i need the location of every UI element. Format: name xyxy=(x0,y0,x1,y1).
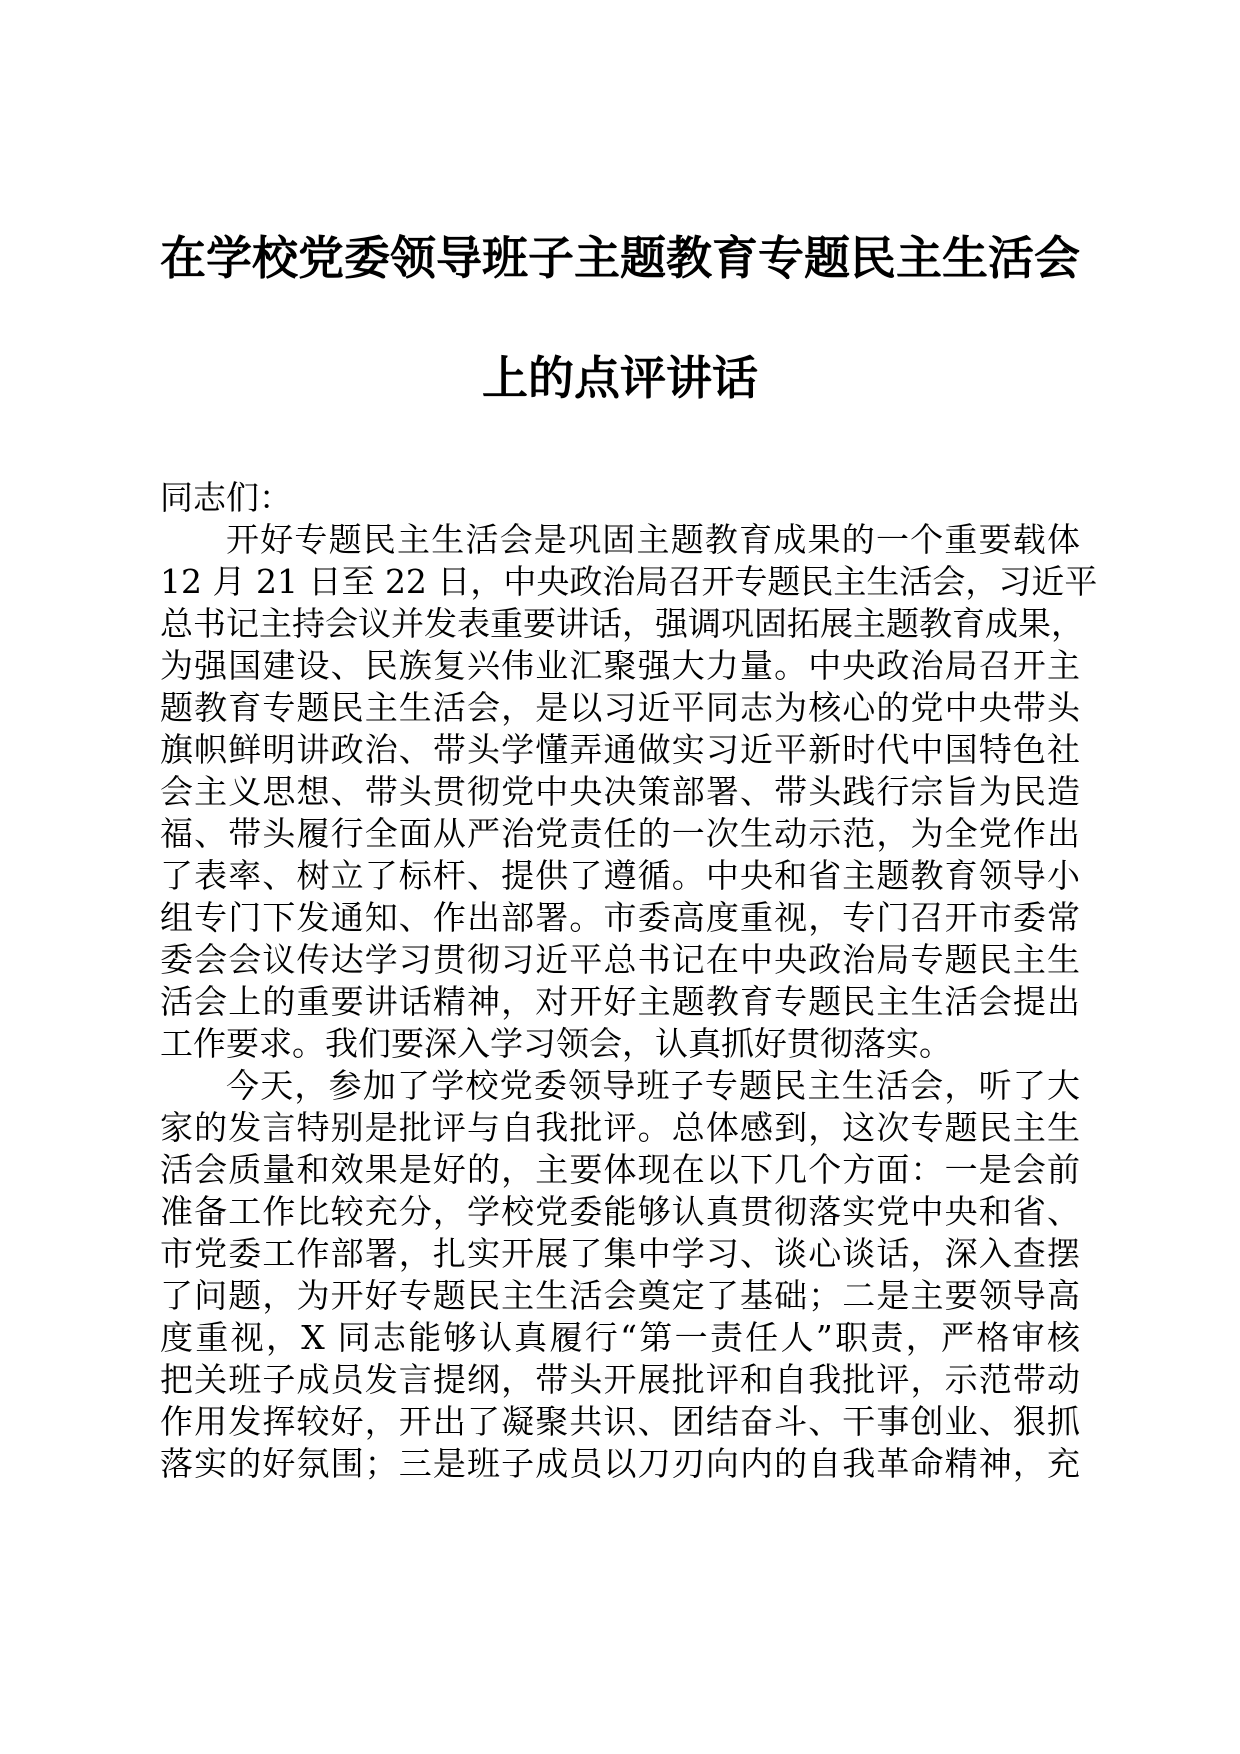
paragraph-2-line: 了问题，为开好专题民主生活会奠定了基础；二是主要领导高 xyxy=(160,1276,1080,1315)
paragraph-2-line: 度重视，X 同志能够认真履行“第一责任人”职责，严格审核 xyxy=(160,1318,1080,1357)
paragraph-1-line: 题教育专题民主生活会，是以习近平同志为核心的党中央带头 xyxy=(160,688,1080,727)
paragraph-2-line: 活会质量和效果是好的，主要体现在以下几个方面：一是会前 xyxy=(160,1150,1080,1189)
paragraph-1-line: 委会会议传达学习贯彻习近平总书记在中央政治局专题民主生 xyxy=(160,940,1080,979)
paragraph-1-line: 福、带头履行全面从严治党责任的一次生动示范，为全党作出 xyxy=(160,814,1080,853)
paragraph-1-line: 活会上的重要讲话精神，对开好主题教育专题民主生活会提出 xyxy=(160,982,1080,1021)
paragraph-2-line: 准备工作比较充分，学校党委能够认真贯彻落实党中央和省、 xyxy=(160,1192,1080,1231)
paragraph-1-line: 开好专题民主生活会是巩固主题教育成果的一个重要载体 xyxy=(226,520,1080,559)
paragraph-1-line: 了表率、树立了标杆、提供了遵循。中央和省主题教育领导小 xyxy=(160,856,1080,895)
paragraph-1-line: 旗帜鲜明讲政治、带头学懂弄通做实习近平新时代中国特色社 xyxy=(160,730,1080,769)
paragraph-2-line: 今天，参加了学校党委领导班子专题民主生活会，听了大 xyxy=(226,1066,1080,1105)
paragraph-2-line: 把关班子成员发言提纲，带头开展批评和自我批评，示范带动 xyxy=(160,1360,1080,1399)
paragraph-2-line: 作用发挥较好，开出了凝聚共识、团结奋斗、干事创业、狠抓 xyxy=(160,1402,1080,1441)
salutation: 同志们： xyxy=(160,478,292,517)
paragraph-2-line: 家的发言特别是批评与自我批评。总体感到，这次专题民主生 xyxy=(160,1108,1080,1147)
paragraph-2-line: 市党委工作部署，扎实开展了集中学习、谈心谈话，深入查摆 xyxy=(160,1234,1080,1273)
paragraph-1-line: 总书记主持会议并发表重要讲话，强调巩固拓展主题教育成果， xyxy=(160,604,1084,643)
paragraph-2-line: 落实的好氛围；三是班子成员以刀刃向内的自我革命精神，充 xyxy=(160,1444,1080,1483)
paragraph-1-line: 组专门下发通知、作出部署。市委高度重视，专门召开市委常 xyxy=(160,898,1080,937)
paragraph-1-line: 为强国建设、民族复兴伟业汇聚强大力量。中央政治局召开主 xyxy=(160,646,1080,685)
paragraph-1-line: 12 月 21 日至 22 日，中央政治局召开专题民主生活会，习近平 xyxy=(160,562,1098,601)
paragraph-1-line: 工作要求。我们要深入学习领会，认真抓好贯彻落实。 xyxy=(160,1024,952,1063)
document-title-line-1: 在学校党委领导班子主题教育专题民主生活会 xyxy=(160,231,1080,285)
paragraph-1-line: 会主义思想、带头贯彻党中央决策部署、带头践行宗旨为民造 xyxy=(160,772,1080,811)
document-title-line-2: 上的点评讲话 xyxy=(482,351,758,405)
